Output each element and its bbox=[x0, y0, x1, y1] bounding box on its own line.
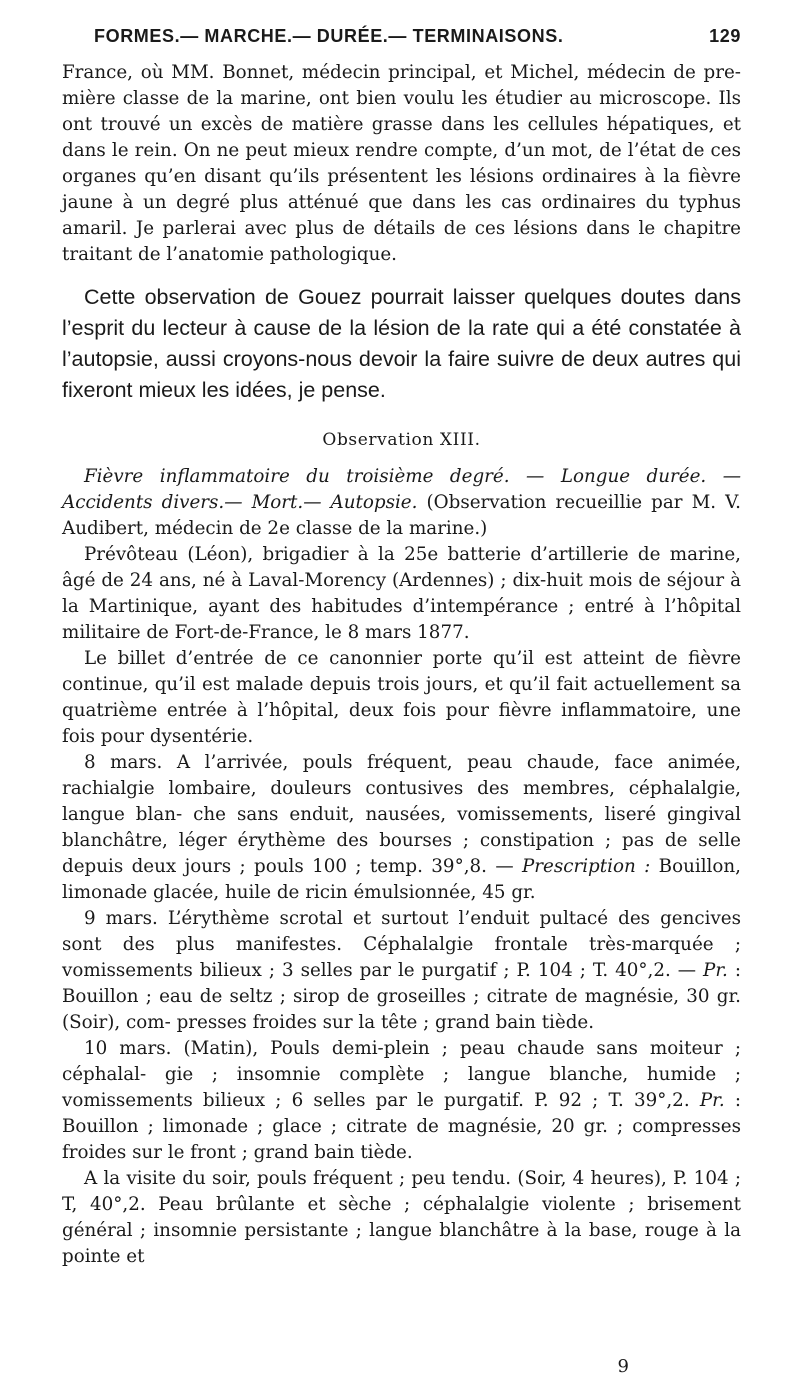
march-9-prescription: : Bouillon ; eau de seltz ; sirop de groseilles ; citrate de magnésie, 30 gr. (Soir), com- presses froides sur la tête ; grand bain tiède. bbox=[62, 960, 741, 1033]
paragraph-patient-intro: Prévôteau (Léon), brigadier à la 25e batterie d’artillerie de marine, âgé de 24 ans, né à Laval-Morency (Ardennes) ; dix-huit mois de séjour à la Martinique, ayant des habitudes d’intempérance ; entré à l’hôpital militaire de Fort-de-France, le 8 mars 1877. bbox=[62, 544, 741, 643]
paragraph-anatomy-summary: France, où MM. Bonnet, médecin principal, et Michel, médecin de pre- mière classe de la marine, ont bien voulu les étudier au microscope. Ils ont trouvé un excès de matière grasse dans les cellules hépatiques, et dans le rein. On ne peut mieux rendre compte, d’un mot, de l’état de ces organes qu’en disant qu’ils présentent les lésions ordinaires à la fièvre jaune à un degré plus atténué que dans les cas ordinaires du typhus amaril. Je parlerai avec plus de détails de ces lésions dans le chapitre traitant de l’anatomie pathologique. bbox=[62, 62, 741, 265]
observation-heading-italic: Fièvre inflammatoire du troisième degré. — Longue durée. — Accidents divers.— Mort.— Autopsie. bbox=[62, 466, 741, 513]
running-head bbox=[82, 16, 741, 50]
running-title: FORMES.— MARCHE.— DURÉE.— TERMINAISONS. bbox=[94, 26, 564, 46]
march-8-text: 8 mars. A l’arrivée, pouls fréquent, peau chaude, face animée, rachialgie lombaire, douleurs contusives des membres, céphalalgie, langue blan- che sans enduit, nausées, vomissements, liseré gingival blanchâtre, léger érythème des bourses ; constipation ; pas de selle depuis deux jours ; pouls 100 ; temp. 39°,8. — bbox=[62, 752, 741, 877]
observation-title: Observation XIII. bbox=[322, 430, 481, 450]
paragraph-march-9 bbox=[62, 906, 741, 1036]
observation-heading bbox=[62, 464, 741, 542]
page-folio: 129 bbox=[709, 26, 741, 46]
paragraph-march-10 bbox=[62, 1036, 741, 1166]
march-10-prescription-label: Pr. bbox=[699, 1090, 725, 1111]
march-9-prescription-label: Pr. bbox=[703, 960, 728, 981]
march-9-text: 9 mars. L’érythème scrotal et surtout l’enduit pultacé des gencives sont des plus manifestes. Céphalalgie frontale très-marquée ; vomissements bilieux ; 3 selles par le purgatif ; P. 104 ; T. 40°,2. — bbox=[62, 908, 741, 981]
march-10-text: 10 mars. (Matin), Pouls demi-plein ; peau chaude sans moiteur ; céphalal- gie ; insomnie complète ; langue blanche, humide ; vomissements bilieux ; 6 selles par le purgatif. P. 92 ; T. 39°,2. bbox=[62, 1038, 741, 1111]
march-8-prescription: Bouillon, limonade glacée, huile de ricin émulsionnée, 45 gr. bbox=[62, 856, 741, 903]
page-signature: 9 bbox=[617, 1356, 629, 1377]
march-10-prescription: : Bouillon ; limonade ; glace ; citrate de magnésie, 20 gr. ; compresses froides sur le front ; grand bain tiède. bbox=[62, 1090, 741, 1163]
paragraph-evening-visit: A la visite du soir, pouls fréquent ; peu tendu. (Soir, 4 heures), P. 104 ; T, 40°,2. Peau brûlante et sèche ; céphalalgie violente ; brisement général ; insomnie persistante ; langue blanchâtre à la base, rouge à la pointe et bbox=[62, 1168, 741, 1267]
march-8-prescription-label: Prescription : bbox=[521, 856, 651, 877]
paragraph-transition: Cette observation de Gouez pourrait laisser quelques doutes dans l’esprit du lecteur à cause de la lésion de la rate qui a été constatée à l’autopsie, aussi croyons-nous devoir la faire suivre de deux autres qui fixeront mieux les idées, je pense. bbox=[62, 285, 741, 402]
paragraph-march-8 bbox=[62, 750, 741, 906]
observation-heading-roman: (Observation recueillie par M. V. Audibert, médecin de 2e classe de la marine.) bbox=[62, 492, 741, 539]
paragraph-admission-note: Le billet d’entrée de ce canonnier porte qu’il est atteint de fièvre continue, qu’il est malade depuis trois jours, et qu’il fait actuellement sa quatrième entrée à l’hôpital, deux fois pour fièvre inflammatoire, une fois pour dysentérie. bbox=[62, 648, 741, 747]
